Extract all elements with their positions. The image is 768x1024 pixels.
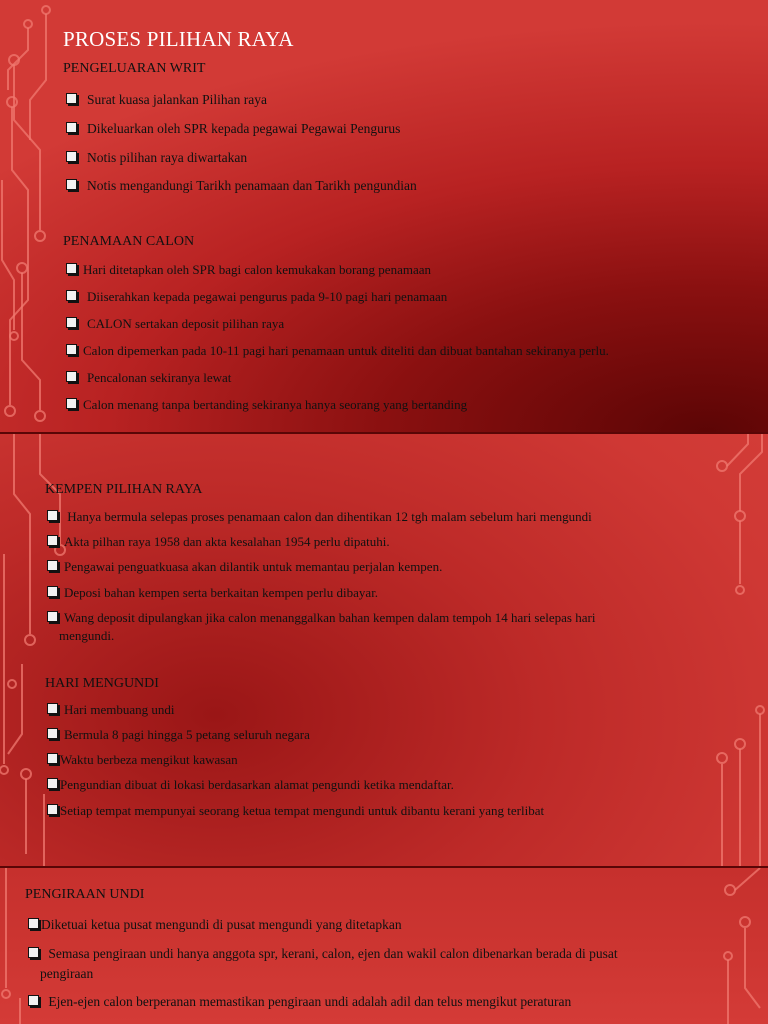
checkbox-bullet-icon (28, 995, 39, 1006)
checkbox-bullet-icon (47, 535, 58, 546)
section-heading-penamaan-calon: PENAMAAN CALON (63, 234, 195, 249)
list-item: CALON sertakan deposit pilihan raya (66, 314, 284, 333)
list-item: Akta pilhan raya 1958 dan akta kesalahan 1954 perlu dipatuhi. (47, 532, 390, 551)
checkbox-bullet-icon (66, 290, 77, 301)
page-title: PROSES PILIHAN RAYA (63, 27, 294, 51)
list-item-continuation: mengundi. (59, 628, 115, 643)
checkbox-bullet-icon (66, 317, 77, 328)
section-heading-pengiraan-undi: PENGIRAAN UNDI (25, 887, 145, 902)
list-item: Calon menang tanpa bertanding sekiranya hanya seorang yang bertanding (66, 395, 467, 414)
checkbox-bullet-icon (47, 560, 58, 571)
list-item: Notis pilihan raya diwartakan (66, 148, 247, 167)
list-item: Pengawai penguatkuasa akan dilantik untuk memantau perjalan kempen. (47, 557, 442, 576)
list-item: Hari ditetapkan oleh SPR bagi calon kemukakan borang penamaan (66, 260, 431, 279)
checkbox-bullet-icon (47, 611, 58, 622)
list-item: Dikeluarkan oleh SPR kepada pegawai Pegawai Pengurus (66, 119, 400, 138)
list-item: Calon dipemerkan pada 10-11 pagi hari penamaan untuk diteliti dan dibuat bantahan sekiranya perlu. (66, 341, 609, 360)
checkbox-bullet-icon (47, 703, 58, 714)
slide-3 (0, 868, 768, 1024)
checkbox-bullet-icon (66, 151, 77, 162)
list-item: Semasa pengiraan undi hanya anggota spr, kerani, calon, ejen dan wakil calon dibenarkan berada di pusat (28, 944, 618, 963)
list-item: Setiap tempat mempunyai seorang ketua tempat mengundi untuk dibantu kerani yang terlibat (47, 801, 544, 820)
list-item: Wang deposit dipulangkan jika calon menanggalkan bahan kempen dalam tempoh 14 hari selepas hari (47, 608, 595, 627)
checkbox-bullet-icon (66, 263, 77, 274)
list-item: Hanya bermula selepas proses penamaan calon dan dihentikan 12 tgh malam sebelum hari mengundi (47, 507, 592, 526)
checkbox-bullet-icon (66, 93, 77, 104)
list-item: Surat kuasa jalankan Pilihan raya (66, 90, 267, 109)
slide-2 (0, 434, 768, 866)
checkbox-bullet-icon (47, 804, 58, 815)
list-item: Waktu berbeza mengikut kawasan (47, 750, 238, 769)
checkbox-bullet-icon (28, 947, 39, 958)
list-item: Hari membuang undi (47, 700, 174, 719)
checkbox-bullet-icon (66, 344, 77, 355)
checkbox-bullet-icon (28, 918, 39, 929)
checkbox-bullet-icon (47, 753, 58, 764)
checkbox-bullet-icon (47, 510, 58, 521)
checkbox-bullet-icon (47, 778, 58, 789)
list-item: Diketuai ketua pusat mengundi di pusat mengundi yang ditetapkan (28, 915, 402, 934)
checkbox-bullet-icon (66, 398, 77, 409)
list-item: Notis mengandungi Tarikh penamaan dan Tarikh pengundian (66, 176, 417, 195)
list-item: Ejen-ejen calon berperanan memastikan pengiraan undi adalah adil dan telus mengikut peraturan (28, 992, 571, 1011)
section-heading-pengeluaran-writ: PENGELUARAN WRIT (63, 61, 206, 76)
checkbox-bullet-icon (47, 586, 58, 597)
section-heading-kempen: KEMPEN PILIHAN RAYA (45, 482, 203, 497)
list-item: Diiserahkan kepada pegawai pengurus pada 9-10 pagi hari penamaan (66, 287, 447, 306)
list-item: Pengundian dibuat di lokasi berdasarkan alamat pengundi ketika mendaftar. (47, 775, 454, 794)
checkbox-bullet-icon (47, 728, 58, 739)
list-item: Pencalonan sekiranya lewat (66, 368, 231, 387)
list-item: Deposi bahan kempen serta berkaitan kempen perlu dibayar. (47, 583, 378, 602)
list-item: Bermula 8 pagi hingga 5 petang seluruh negara (47, 725, 310, 744)
checkbox-bullet-icon (66, 371, 77, 382)
list-item-continuation: pengiraan (40, 966, 94, 981)
section-heading-hari-mengundi: HARI MENGUNDI (45, 676, 159, 691)
slide-1 (0, 0, 768, 432)
checkbox-bullet-icon (66, 179, 77, 190)
checkbox-bullet-icon (66, 122, 77, 133)
